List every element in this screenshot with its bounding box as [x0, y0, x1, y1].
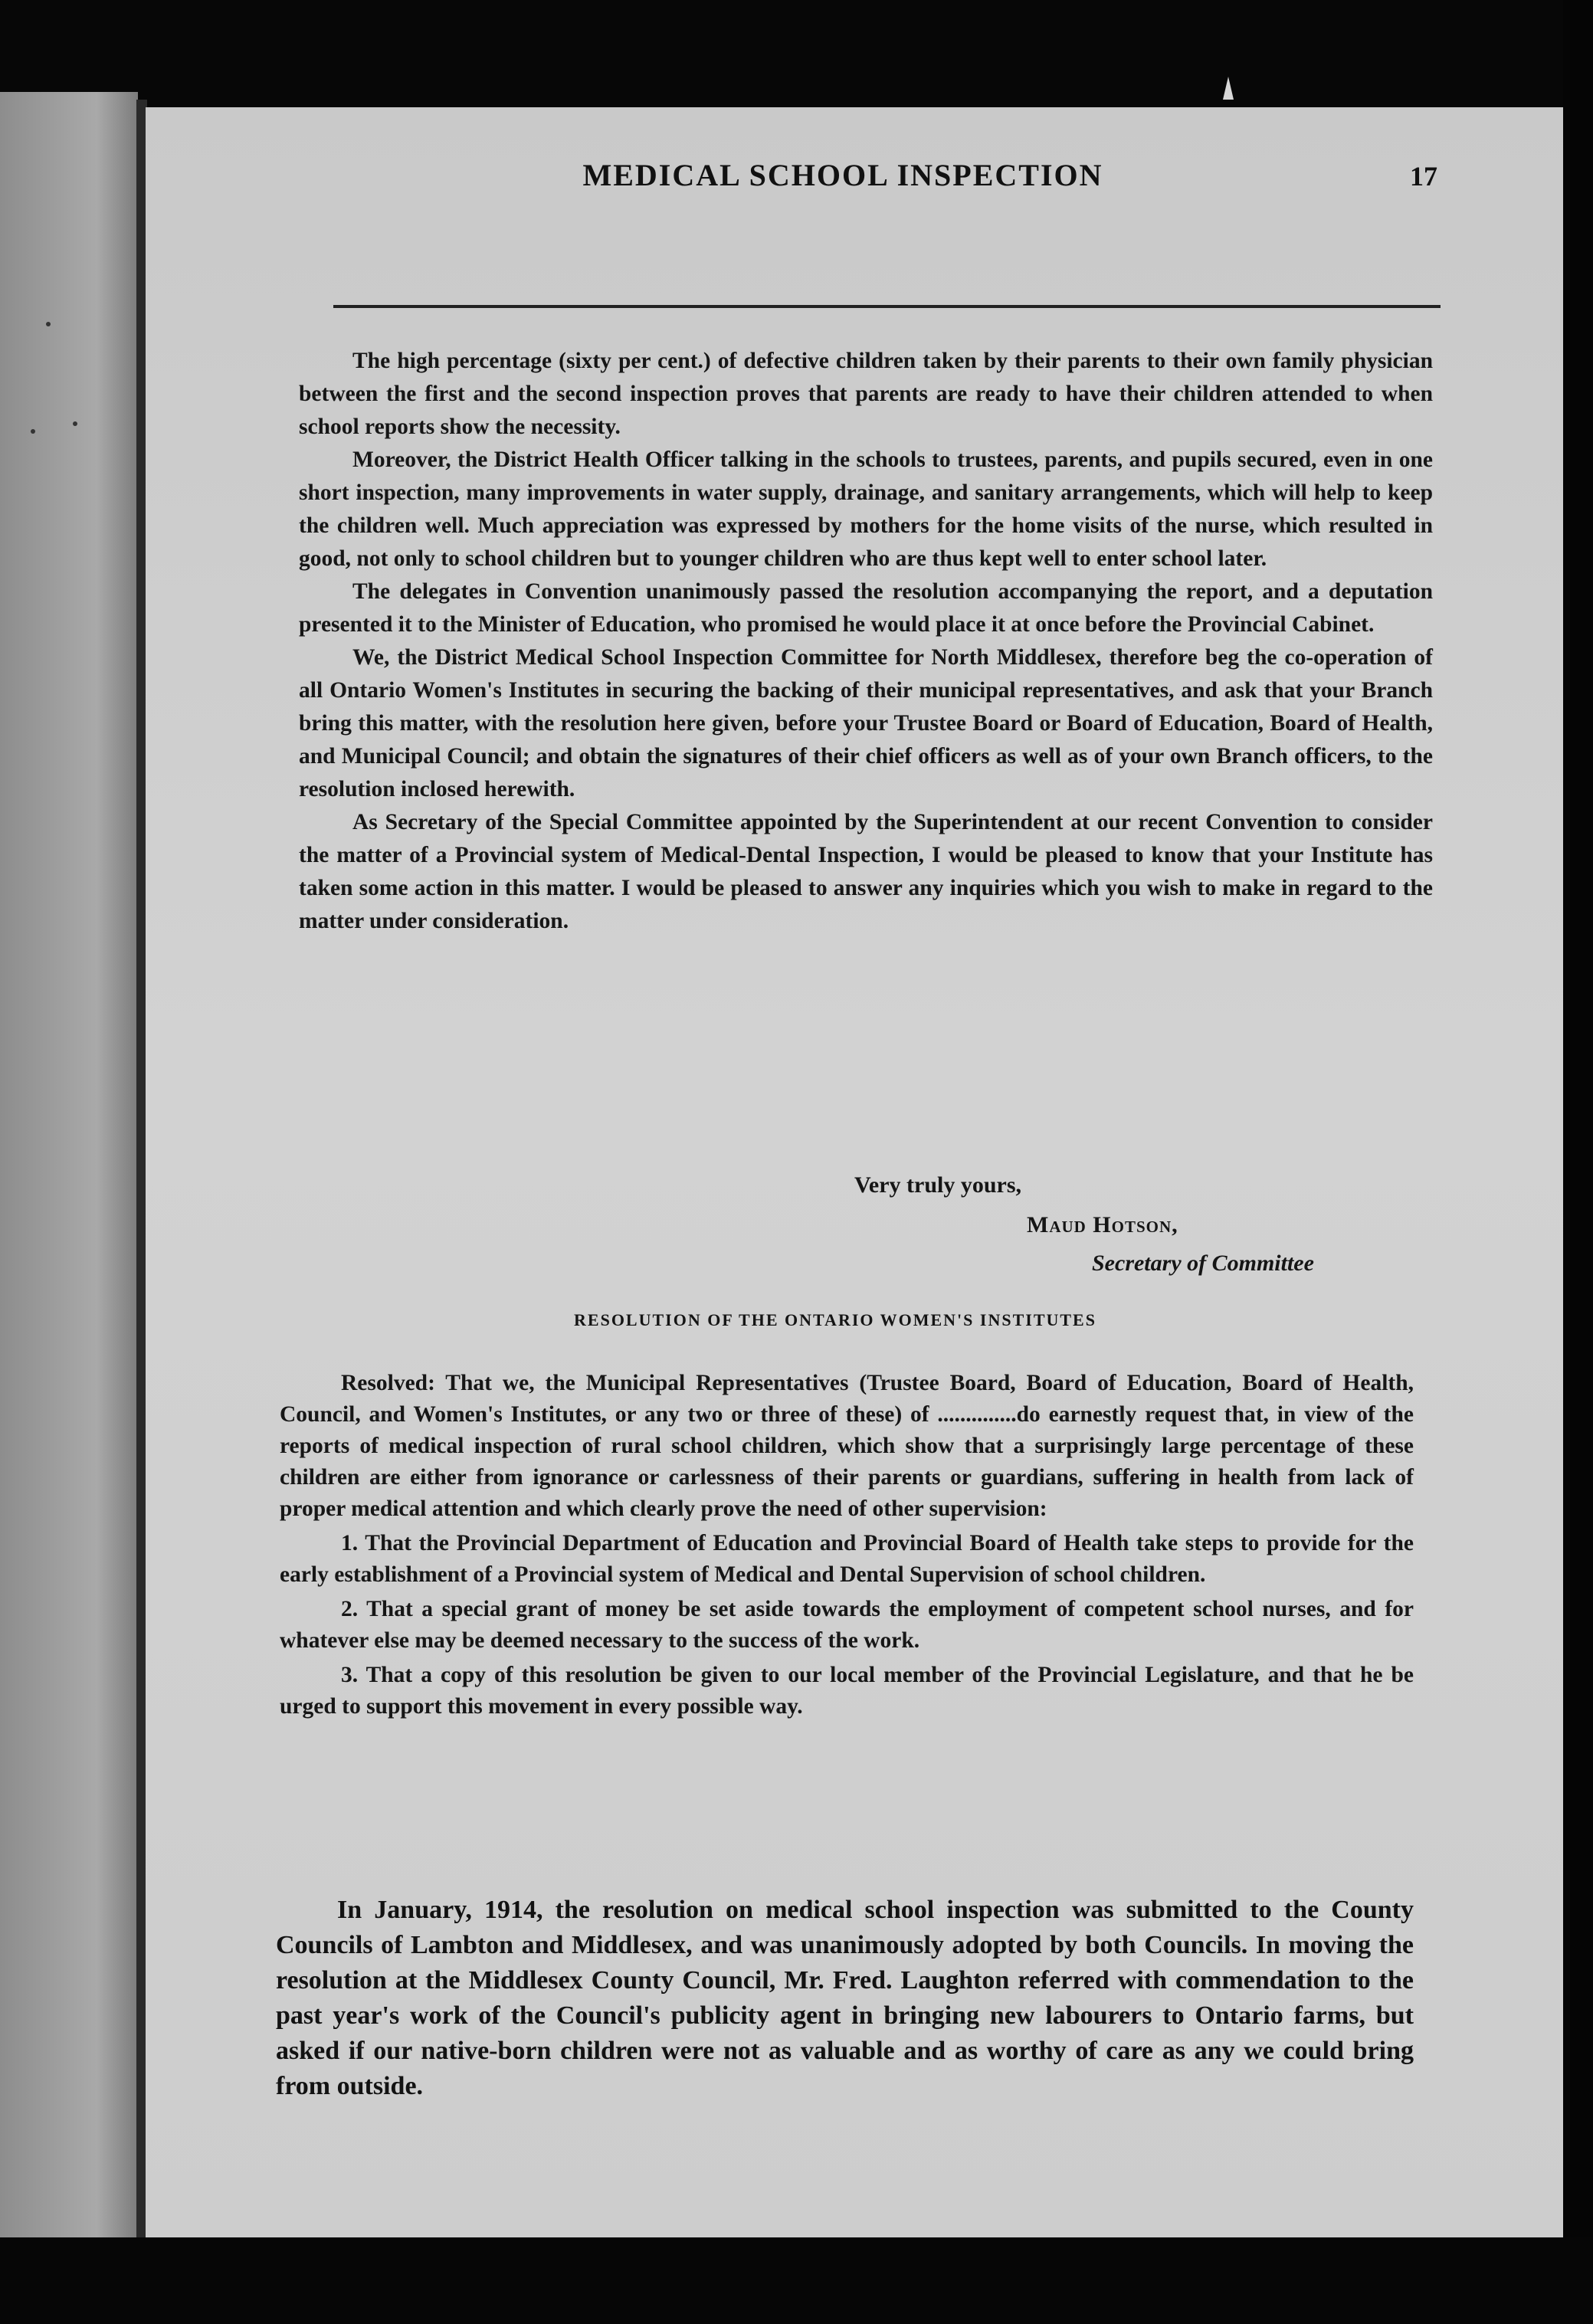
signature-role: Secretary of Committee: [1092, 1251, 1314, 1276]
running-title: MEDICAL SCHOOL INSPECTION: [582, 158, 1103, 192]
resolution-item: 3. That a copy of this resolution be given to our local member of the Provincial Legislature, and that he be urged to support this movement in every possible way.: [280, 1663, 1414, 1719]
scan-border-top: [0, 0, 1593, 115]
signature-name: Maud Hotson,: [1027, 1212, 1178, 1237]
header-rule: [333, 305, 1441, 308]
resolution-preamble-text: That we, the Municipal Representatives (Trustee Board, Board of Education, Board of Health, Council, and Women's Institutes, or any two or three of these) of ..............do earnestly request that, in view of the reports of medical inspection of rural school children, which show that a surprisingly large percentage of these children are either from ignorance or carlessness of their parents or guardians, suffering in health from lack of proper medical attention and which clearly prove the need of other supervision:: [280, 1371, 1414, 1521]
resolution-title: RESOLUTION OF THE ONTARIO WOMEN'S INSTITUTES: [574, 1310, 1096, 1329]
body-text: [299, 345, 1433, 938]
final-paragraph: In January, 1914, the resolution on medical school inspection was submitted to the County Councils of Lambton and Middlesex, and was unanimously adopted by both Councils. In moving the resolution at the Middlesex County Council, Mr. Fred. Laughton referred with commendation to the past year's work of the Council's publicity agent in bringing new labourers to Ontario farms, but asked if our native-born children were not as valuable and as worthy of care as any we could bring from outside.: [276, 1896, 1414, 2100]
resolution-lead: Resolved:: [341, 1371, 435, 1395]
paragraph: As Secretary of the Special Committee appointed by the Superintendent at our recent Convention to consider the matter of a Provincial system of Medical-Dental Inspection, I would be pleased to know that your Institute has taken some action in this matter. I would be pleased to answer any inquiries which you wish to make in regard to the matter under consideration.: [299, 810, 1433, 933]
resolution-text: [280, 1368, 1414, 1726]
resolution-preamble: [280, 1368, 1414, 1525]
paragraph: The high percentage (sixty per cent.) of defective children taken by their parents to their own family physician between the first and the second inspection proves that parents are ready to have their children attended to when school reports show the necessity.: [299, 349, 1433, 439]
resolution-item: 2. That a special grant of money be set aside towards the employment of competent school nurses, and for whatever else may be deemed necessary to the success of the work.: [280, 1597, 1414, 1653]
paragraph: Moreover, the District Health Officer talking in the schools to trustees, parents, and pupils secured, even in one short inspection, many improvements in water supply, drainage, and sanitary arrangements, which will help to keep the children well. Much appreciation was expressed by mothers for the home visits of the nurse, which resulted in good, not only to school children but to younger children who are thus kept well to enter school later.: [299, 447, 1433, 571]
facing-page-speck: [46, 322, 51, 326]
paragraph: The delegates in Convention unanimously passed the resolution accompanying the report, and a deputation presented it to the Minister of Education, who promised he would place it at once before the Provincial Cabinet.: [299, 579, 1433, 637]
paragraph: We, the District Medical School Inspection Committee for North Middlesex, therefore beg the co-operation of all Ontario Women's Institutes in securing the backing of their municipal representatives, and ask that your Branch bring this matter, with the resolution here given, before your Trustee Board or Board of Education, Board of Health, and Municipal Council; and obtain the signatures of their chief officers as well as of your own Branch officers, to the resolution inclosed herewith.: [299, 645, 1433, 801]
page-number: 17: [1410, 161, 1437, 192]
facing-page-edge: [0, 92, 138, 2237]
running-header: [460, 157, 1456, 203]
final-text: [276, 1893, 1414, 2104]
resolution-item: 1. That the Provincial Department of Education and Provincial Board of Health take steps to provide for the early establishment of a Provincial system of Medical and Dental Supervision of school children.: [280, 1531, 1414, 1587]
facing-page-speck: [73, 421, 77, 426]
scan-border-bottom: [0, 2237, 1593, 2324]
facing-page-speck: [31, 429, 35, 434]
scan-border-right: [1563, 0, 1593, 2324]
closing-salutation: Very truly yours,: [854, 1172, 1022, 1198]
